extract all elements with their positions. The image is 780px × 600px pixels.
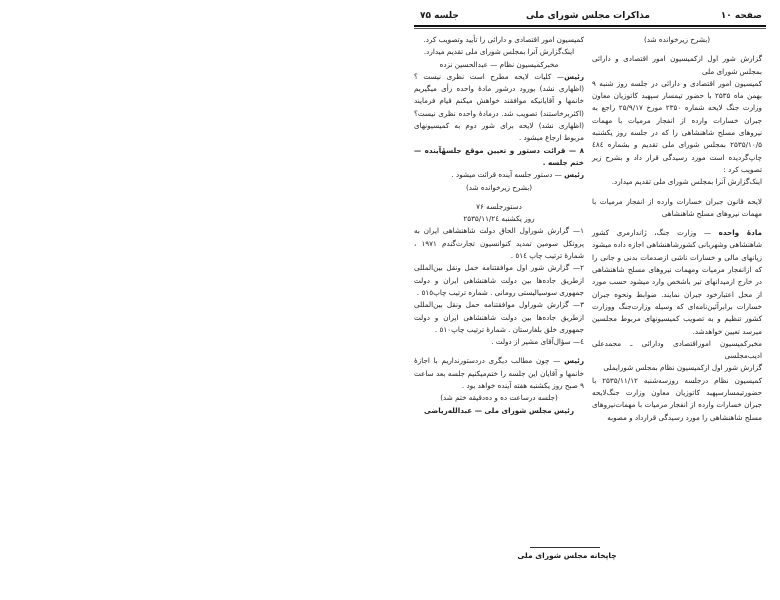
paragraph [592,375,762,424]
paragraph-text: — چون مطالب دیگری دردستورنداریم با اجازهٔ خانمها و آقایان این جلسه را ختم‌میکنیم جلسه بعد ساعت ۹ صبح روز یکشنبه هفته آینده خواهد بود . [414,356,584,391]
paragraph-text: گزارش شور اول ازکمیسیون نظام بمجلس شورایملی [603,363,762,373]
spacer [592,189,762,196]
centered-line [414,405,584,417]
paragraph [592,196,762,221]
page-number: صفحه ۱۰ [720,11,762,21]
paragraph [592,176,762,188]
paragraph-text: ۲— گزارش شور اول موافقتنامه حمل ونقل بین‌المللی ازطریق جاده‌ها بین دولت شاهنشاهی ایران و دولت جمهوری سوسیالیستی رومانی . شماره ترتیب چاپ٥١٥ . [414,263,584,297]
paragraph-text: رئیس مجلس شورای ملی — عبدالله‌ریاضی [424,405,574,415]
spacer [592,220,762,227]
spacer [592,46,762,53]
paragraph-text: گزارش شور اول ازکمیسیون امور اقتصادی و دارائی بمجلس شورای ملی [592,54,762,76]
speaker-label: رئیس [564,170,584,180]
centered-line [592,34,762,46]
right-column [592,34,762,424]
paragraph [414,299,584,336]
paragraph-text: کمیسیون امور اقتصادی و دارائی را تأیید وتصویب کرد. [423,35,584,44]
paragraph [414,336,584,348]
paragraph-text: روز یکشنبه ۲۵۳۵/۱۱/۲٤ [463,214,535,224]
centered-line [414,182,584,194]
paragraph-text: ۳— گزارش شوراول موافقتنامه حمل ونقل بین‌المللی ازطریق جاده‌ها بین دولت شاهنشاهی ایران و دولت جمهوری خلق بلغارستان . شمارهٔ ترتیب چاپ٥١٠ . [414,300,584,334]
paragraph-text: لایحه قانون جبران خسارات وارده از انفجار مرمیات با مهمات نیروهای مسلح شاهنشاهی [592,196,762,218]
speaker-label: مادهٔ واحده [718,228,762,238]
paragraph [592,78,762,176]
paragraph-text: — دستور جلسه آینده قرائت میشود . [451,170,565,180]
paragraph-text: (جلسه درساعت ده و ده‌دقیقه ختم شد) [440,393,558,403]
spacer [414,194,584,201]
left-column [414,34,584,417]
paragraph-text: اینک‌گزارش آنرا بمجلس شورای ملی تقدیم میدارد. [423,47,575,57]
paragraph [414,355,584,392]
footer-rule [530,547,600,548]
spacer [414,348,584,355]
paragraph-text: کمیسیون امور اقتصادی و دارائی در جلسه روز شنبه ۹ بهمن ماه ۲۵۳۵ با حضور تیمسار سپهبد کاتوزیان معاون وزارت جنگ لایحه شماره ۲۳۵۰ مورخ ۲۵/۹/۱۷ راجع به جبران خسارات وارده از انفجار مرمیات با مهمات نیروهای مسلح شاهنشاهی را که در جلسه روز یکشنبه ۲۵۳۵/۱۰/۵ بمجلس شورای ملی تقدیم و بشماره ٤٨٤ چاپ‌گردیده است مورد رسیدگی قرار داد و بشرح زیر تصویب کرد : [592,78,762,174]
speaker-label: رئیس [564,71,584,81]
paragraph-text: دستورجلسه ۷۶ [476,201,522,211]
header-rule [414,25,766,27]
paragraph-text: مخبرکمیسیون اموراقتصادی ودارائی ـ محمدعلی ادیب‌مجلسی [592,338,762,361]
paragraph-text: — کلیات لایحه مطرح است نظری نیست ؟ (اظهاری نشد) بورود درشور مادهٔ واحده رأی میگیریم خانمها و آقایانیکه موافقند خواهش میکنم قیام فرمایند (اکثربرخاستند) تصویب شد. درمادهٔ واحده نظری نیست؟ (اظهاری نشد) لایحه برای شور دوم به کمیسیونهای مربوط ارجاع میشود . [414,71,584,143]
paragraph-text: اینک‌گزارش آنرا بمجلس شورای ملی تقدیم میدارد. [611,177,762,187]
paragraph-text: کمیسیون نظام درجلسه روزسه‌شنبه ۲۵۳۵/۱۱/۱۲ با حضورتیمسارسپهبد کاتوزیان معاون وزارت جنگ‌لایحه جبران خسارات وارده از انفجار مرمیات با مهمات‌نیروهای مسلح شاهنشاهی را مورد رسیدگی قرارداد و مصوبه [592,375,762,422]
printer-imprint: چاپخانه مجلس شورای ملی [517,551,617,560]
document-page [412,0,770,600]
paragraph [414,169,584,181]
page-header [412,8,770,24]
paragraph [592,227,762,338]
paragraph [414,225,584,262]
paragraph-text: مخبرکمیسیون نظام — عبدالحسین نزده [439,59,559,69]
paragraph-text: ۸ — قرائت دستور و تعیین موقع جلسهٔآینده — ختم جلسه . [414,145,584,167]
paragraph [414,262,584,299]
paragraph [414,71,584,145]
paragraph [414,145,584,170]
paragraph-text: ٤— سؤال‌آقای مشیر از دولت . [491,337,584,347]
centered-line [414,213,584,225]
paragraph-text: (بشرح زیرخوانده شد) [465,182,533,192]
centered-line [414,59,584,71]
centered-line [414,201,584,213]
paragraph-text: — وزارت جنگ، ژاندارمری کشور شاهنشاهی وشهربانی کشورشاهنشاهی اجازه داده میشود زیانهای مالی و خسارات ناشی ازصدمات بدنی و جانی را که ازانفجار مرمیات ومهمات نیروهای مسلح شاهنشاهی در خارج ازمیدانهای تیر باشخص وارد میشود حسب مورد از محل اعتبارخود جبران نمایند. ضوابط ونحوه جبران خسارات برابرآئین‌نامه‌ای که وسیله وزارت‌جنگ ووزارت کشور تنظیم و به تصویب کمیسیونهای مربوط مجلسین میرسد تعیین خواهدشد. [592,228,762,336]
centered-line [414,392,584,404]
paragraph-text: (بشرح زیرخوانده شد) [643,35,711,44]
paragraph [592,362,762,374]
session-number: جلسه ۷۵ [420,11,459,21]
header-rule-thin [414,28,766,29]
paragraph [414,34,584,46]
centered-line [414,46,584,58]
paragraph [592,53,762,78]
page-title: مذاکرات مجلس شورای ملی [525,11,650,21]
paragraph [592,338,762,363]
speaker-label: رئیس [564,356,584,366]
paragraph-text: ۱— گزارش شوراول الحاق دولت شاهنشاهی ایران به پروتکل سومین تمدید کنوانسیون تجارت‌گندم ۱۹۷۱ ، شمارهٔ ترتیب چاپ ٥١٤ . [414,226,584,261]
